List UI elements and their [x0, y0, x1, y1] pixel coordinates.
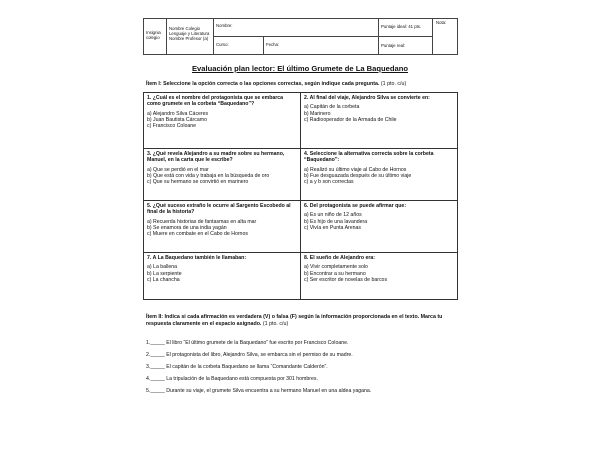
insignia-label: Insignia colegio	[146, 30, 161, 41]
option[interactable]: a) Es un niño de 12 años	[304, 212, 362, 219]
option[interactable]: b) Se enamora de una india yagán	[147, 224, 227, 231]
item2-points: (1 pto. c/u)	[262, 320, 289, 327]
true-false-statement[interactable]: 5._____ Durante su viaje, el grumete Silva encuentra a su hermano Manuel en una aldea yagana.	[146, 388, 372, 394]
option[interactable]: b) Marinero	[304, 110, 331, 117]
option[interactable]: c) Ser escritor de novelas de barcos	[304, 276, 388, 283]
name-label: Nombre:	[216, 23, 233, 28]
question-cell	[144, 149, 301, 201]
question-cell	[301, 253, 458, 300]
option[interactable]: b) Fue desguazada después de su último viaje	[304, 172, 412, 179]
true-false-statement[interactable]: 1._____ El libro “El último grumete de la Baquedano” fue escrito por Francisco Coloane.	[146, 340, 349, 346]
true-false-statement[interactable]: 2._____ El protagonista del libro, Alejandro Silva, se embarca sin el permiso de su madre.	[146, 352, 353, 358]
item1-instruction	[146, 81, 406, 87]
question-title: 6. Del protagonista se puede afirmar que:	[304, 203, 407, 209]
item1-points: (1 pto. c/u)	[380, 81, 407, 87]
question-title: 2. Al final del viaje, Alejandro Silva se convierte en:	[304, 95, 430, 101]
page-title: Evaluación plan lector: El último Grumete de La Baquedano	[191, 64, 409, 73]
option[interactable]: b) Encontrar a su hermano	[304, 270, 366, 277]
date-field[interactable]	[263, 36, 379, 55]
question-title: 4. Seleccione la alternativa correcta sobre la corbeta “Baquedano”:	[304, 151, 434, 164]
real-score-label: Puntaje real:	[381, 43, 406, 48]
option[interactable]: b) Que está con vida y trabaja en la búsqueda de oro	[147, 172, 270, 179]
insignia-box	[143, 18, 167, 55]
school-info-box	[166, 18, 214, 55]
option[interactable]: b) Juan Bautista Cárcamo	[147, 116, 207, 123]
question-title: 1. ¿Cuál es el nombre del protagonista que se embarca como grumete en la corbeta “Baquedano”?	[147, 95, 284, 108]
option[interactable]: a) Vivir completamente solo	[304, 264, 368, 271]
option[interactable]: c) Muere en combate en el Cabo de Hornos	[147, 231, 248, 238]
course-label: Curso:	[216, 42, 229, 47]
option[interactable]: a) La ballena	[147, 264, 177, 271]
question-title: 8. El sueño de Alejandro era:	[304, 255, 376, 261]
question-title: 7. A La Baquedano también le llamaban:	[147, 255, 247, 261]
question-title: 3. ¿Qué revela Alejandro a su madre sobre su hermano, Manuel, en la carta que le escribe?	[147, 151, 285, 164]
option[interactable]: a) Recuerda historias de fantasmas en alta mar	[147, 218, 257, 225]
school-name: Nombre Colegio	[169, 26, 201, 31]
true-false-statement[interactable]: 3._____ El capitán de la corbeta Baquedano se llama “Comandante Calderón”.	[146, 364, 328, 370]
question-cell	[301, 149, 458, 201]
true-false-statement[interactable]: 4._____ La tripulación de la Baquedano está compuesta por 301 hombres.	[146, 376, 318, 382]
option[interactable]: a) Alejandro Silva Cáceres	[147, 110, 209, 117]
option[interactable]: c) Radiooperador de la Armada de Chile	[304, 116, 397, 123]
option[interactable]: a) Realizó su último viaje al Cabo de Hornos	[304, 166, 407, 173]
option[interactable]: c) Que su hermano se convirtió en marinero	[147, 179, 249, 186]
grade-box[interactable]	[432, 18, 458, 55]
option[interactable]: c) Francisco Coloane	[147, 123, 197, 130]
ideal-score: Puntaje ideal: 41 pts.	[381, 24, 422, 29]
option[interactable]: c) a y b son correctas	[304, 179, 354, 186]
ideal-score-box	[378, 18, 433, 37]
item2-text: Ítem II: Indica si cada afirmación es verdadera (V) o falsa (F) según la información proporcionada en el texto. Marca tu respuesta claramente en el espacio asignado.	[146, 314, 443, 327]
teacher-name: Nombre Profesor (a)	[169, 36, 209, 41]
question-cell	[301, 93, 458, 149]
question-cell	[144, 93, 301, 149]
option[interactable]: a) Capitán de la corbeta	[304, 104, 360, 111]
question-cell	[301, 201, 458, 253]
option[interactable]: c) La chancha	[147, 276, 180, 283]
option[interactable]: b) La serpiente	[147, 270, 182, 277]
question-cell	[144, 253, 301, 300]
question-cell	[144, 201, 301, 253]
course-field[interactable]	[213, 36, 264, 55]
item1-text: Ítem I: Seleccione la opción correcta o las opciones correctas, según indique cada pregunta.	[146, 81, 380, 87]
questions-table	[143, 92, 458, 300]
option[interactable]: a) Que se perdió en el mar	[147, 166, 209, 173]
real-score-box[interactable]	[378, 36, 433, 55]
option[interactable]: b) Es hijo de una lavandera	[304, 218, 368, 225]
subject-name: Lenguaje y Literatura	[169, 31, 210, 36]
grade-label: Nota:	[436, 20, 447, 25]
name-field[interactable]	[213, 18, 379, 37]
item2-instruction	[146, 314, 446, 327]
date-label: Fecha:	[266, 42, 280, 47]
question-title: 5. ¿Qué suceso extraño le ocurre al Sargento Escobedo al final de la historia?	[147, 203, 291, 216]
option[interactable]: c) Vivía en Punta Arenas	[304, 224, 362, 231]
